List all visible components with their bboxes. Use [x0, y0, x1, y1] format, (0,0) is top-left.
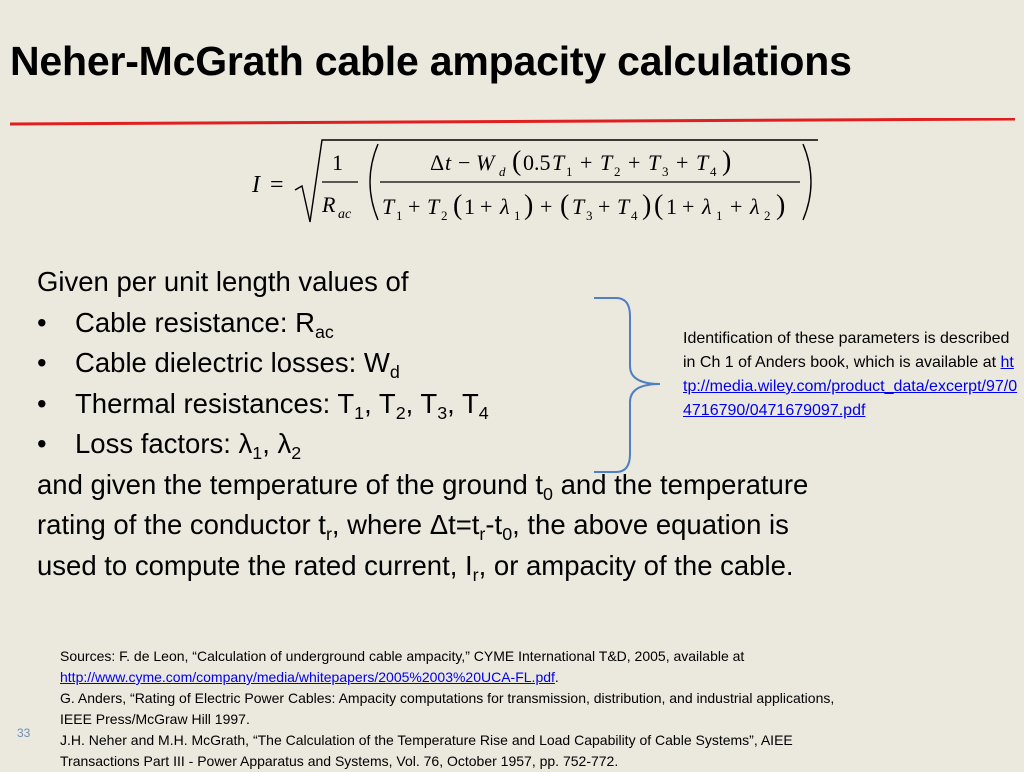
eq-one: 1: [332, 150, 343, 175]
bullet-text: Cable resistance: R: [75, 306, 315, 338]
eq-num-delta: Δ: [430, 150, 445, 175]
para-text: , where Δt=t: [331, 509, 480, 540]
eq-num-t1: T: [552, 150, 565, 175]
parameter-note: [683, 327, 1018, 423]
eq-den-plus5: +: [682, 194, 695, 219]
eq-num-t2: T: [600, 150, 613, 175]
eq-num-t1-sub: 1: [566, 164, 573, 179]
para-text: rating of the conductor t: [37, 509, 326, 540]
eq-den-t1-sub: 1: [396, 208, 403, 223]
source-line-6: Transactions Part III - Power Apparatus and Systems, Vol. 76, October 1957, pp. 752-772.: [60, 753, 619, 769]
para-text: and given the temperature of the ground t: [37, 468, 544, 500]
eq-den-close3: ): [776, 190, 786, 221]
bullet-text: Thermal resistances: T: [75, 387, 355, 419]
bullet-sub: 2: [395, 402, 406, 423]
bullet-sub: 1: [354, 402, 365, 423]
eq-num-minus: −: [458, 150, 471, 175]
bullet-sub: 3: [437, 402, 448, 423]
eq-num-t4-sub: 4: [710, 164, 717, 179]
para-sub: 0: [543, 483, 553, 504]
eq-den-t2-sub: 2: [441, 208, 448, 223]
eq-num-wd: d: [499, 164, 506, 179]
eq-den-lambda3-sub: 2: [764, 208, 771, 223]
eq-den-plus1: +: [408, 194, 421, 219]
eq-num-t: t: [445, 150, 452, 175]
para-text: used to compute the rated current, I: [37, 549, 473, 581]
eq-den-open3: (: [654, 190, 664, 221]
source-line-3: G. Anders, “Rating of Electric Power Cables: Ampacity computations for transmission, distribution, and industrial applications,: [60, 690, 835, 706]
eq-den-t3: T: [572, 194, 585, 219]
para-sub: r: [472, 564, 479, 585]
bullet-text: Cable dielectric losses: W: [75, 347, 390, 378]
bullet-sub: 1: [252, 443, 263, 463]
eq-num-close: ): [722, 146, 732, 177]
eq-num-plus2: +: [628, 150, 641, 175]
slide-body: [37, 262, 1017, 586]
eq-den-one1: 1: [464, 194, 475, 219]
eq-num-open: (: [512, 146, 522, 177]
eq-den-lambda3: λ: [750, 194, 760, 219]
eq-den-lambda2: λ: [702, 194, 712, 219]
bullet-loss-factors: • Loss factors: $\lambda_1$, $\lambda_2$: [37, 424, 1017, 465]
eq-den-open1: (: [453, 190, 463, 221]
anders-book-link[interactable]: http://media.wiley.com/product_data/excerpt/97/04716790/0471679097.pdf: [683, 354, 1018, 419]
right-brace-icon: [592, 296, 672, 474]
source-period: .: [554, 669, 559, 685]
eq-den-t4-sub: 4: [631, 208, 638, 223]
eq-num-t3: T: [648, 150, 661, 175]
para-text: and the temperature: [552, 468, 809, 500]
source-line-2: [60, 667, 1010, 688]
eq-den-open2: (: [560, 190, 570, 221]
eq-den-plus3: +: [540, 194, 553, 219]
bullet-sub: 4: [478, 402, 489, 423]
ampacity-equation: [250, 132, 830, 232]
eq-num-w: W: [476, 150, 495, 175]
source-line-4: IEEE Press/McGraw Hill 1997.: [60, 711, 250, 727]
eq-equals: =: [270, 172, 284, 198]
slide-title: Neher-McGrath cable ampacity calculations: [10, 38, 852, 84]
body-para-line1: [37, 465, 1017, 506]
bullet-sub: 2: [291, 443, 302, 463]
eq-num-t4: T: [696, 150, 709, 175]
title-underline: [10, 118, 1016, 126]
eq-lhs: I: [252, 172, 260, 198]
note-text: Identification of these parameters is described in Ch 1 of Anders book, which is available at: [683, 330, 1010, 371]
para-text: -t: [485, 509, 503, 540]
eq-den-lambda2-sub: 1: [716, 208, 723, 223]
eq-num-half: 0.5: [523, 150, 551, 175]
body-intro: Given per unit length values of: [37, 266, 409, 297]
eq-den-t1: T: [382, 194, 395, 219]
eq-den-plus4: +: [598, 194, 611, 219]
para-sub: r: [325, 524, 332, 544]
eq-den-close1: ): [524, 190, 534, 221]
eq-num-plus3: +: [676, 150, 689, 175]
bullet-dot: •: [37, 387, 47, 419]
eq-r-sub: ac: [338, 207, 352, 222]
para-sub: 0: [502, 524, 513, 544]
bullet-dot: •: [37, 428, 47, 459]
source-line-5: J.H. Neher and M.H. McGrath, “The Calculation of the Temperature Rise and Load Capability of Cable Systems”, AIEE: [60, 732, 793, 748]
eq-den-lambda1-sub: 1: [514, 208, 521, 223]
eq-den-plus6: +: [730, 194, 743, 219]
bullet-dot: •: [37, 306, 47, 338]
bullet-dot: •: [37, 347, 47, 378]
body-para-line2: [37, 505, 1017, 546]
eq-num-t3-sub: 3: [662, 164, 669, 179]
cyme-link[interactable]: http://www.cyme.com/company/media/whitepapers/2005%2003%20UCA-FL.pdf: [60, 669, 555, 685]
bullet-sub: d: [389, 362, 400, 382]
bullet-thermal: • Thermal resistances: $T_1$, $T_2$, $T_3$, $T_4$: [37, 384, 1017, 425]
para-sub: r: [479, 524, 486, 544]
eq-den-t2: T: [427, 194, 440, 219]
source-line-1: Sources: F. de Leon, “Calculation of underground cable ampacity,” CYME International T&D, 2005, available at: [60, 648, 745, 664]
eq-den-plus2: +: [480, 194, 493, 219]
slide-number: 33: [17, 726, 31, 740]
eq-r: R: [322, 192, 336, 217]
bullet-text: Loss factors: λ: [75, 428, 253, 459]
eq-den-lambda1: λ: [500, 194, 510, 219]
eq-den-t4: T: [617, 194, 630, 219]
para-text: , the above equation is: [512, 509, 789, 540]
bullet-sub: ac: [314, 321, 334, 342]
eq-num-t2-sub: 2: [614, 164, 621, 179]
sources-block: [60, 646, 1010, 772]
body-para-line3: [37, 546, 1017, 587]
eq-den-t3-sub: 3: [586, 208, 593, 223]
eq-num-plus1: +: [580, 150, 593, 175]
para-text: , or ampacity of the cable.: [478, 549, 794, 581]
eq-den-one2: 1: [666, 194, 677, 219]
eq-den-close2: ): [642, 190, 652, 221]
